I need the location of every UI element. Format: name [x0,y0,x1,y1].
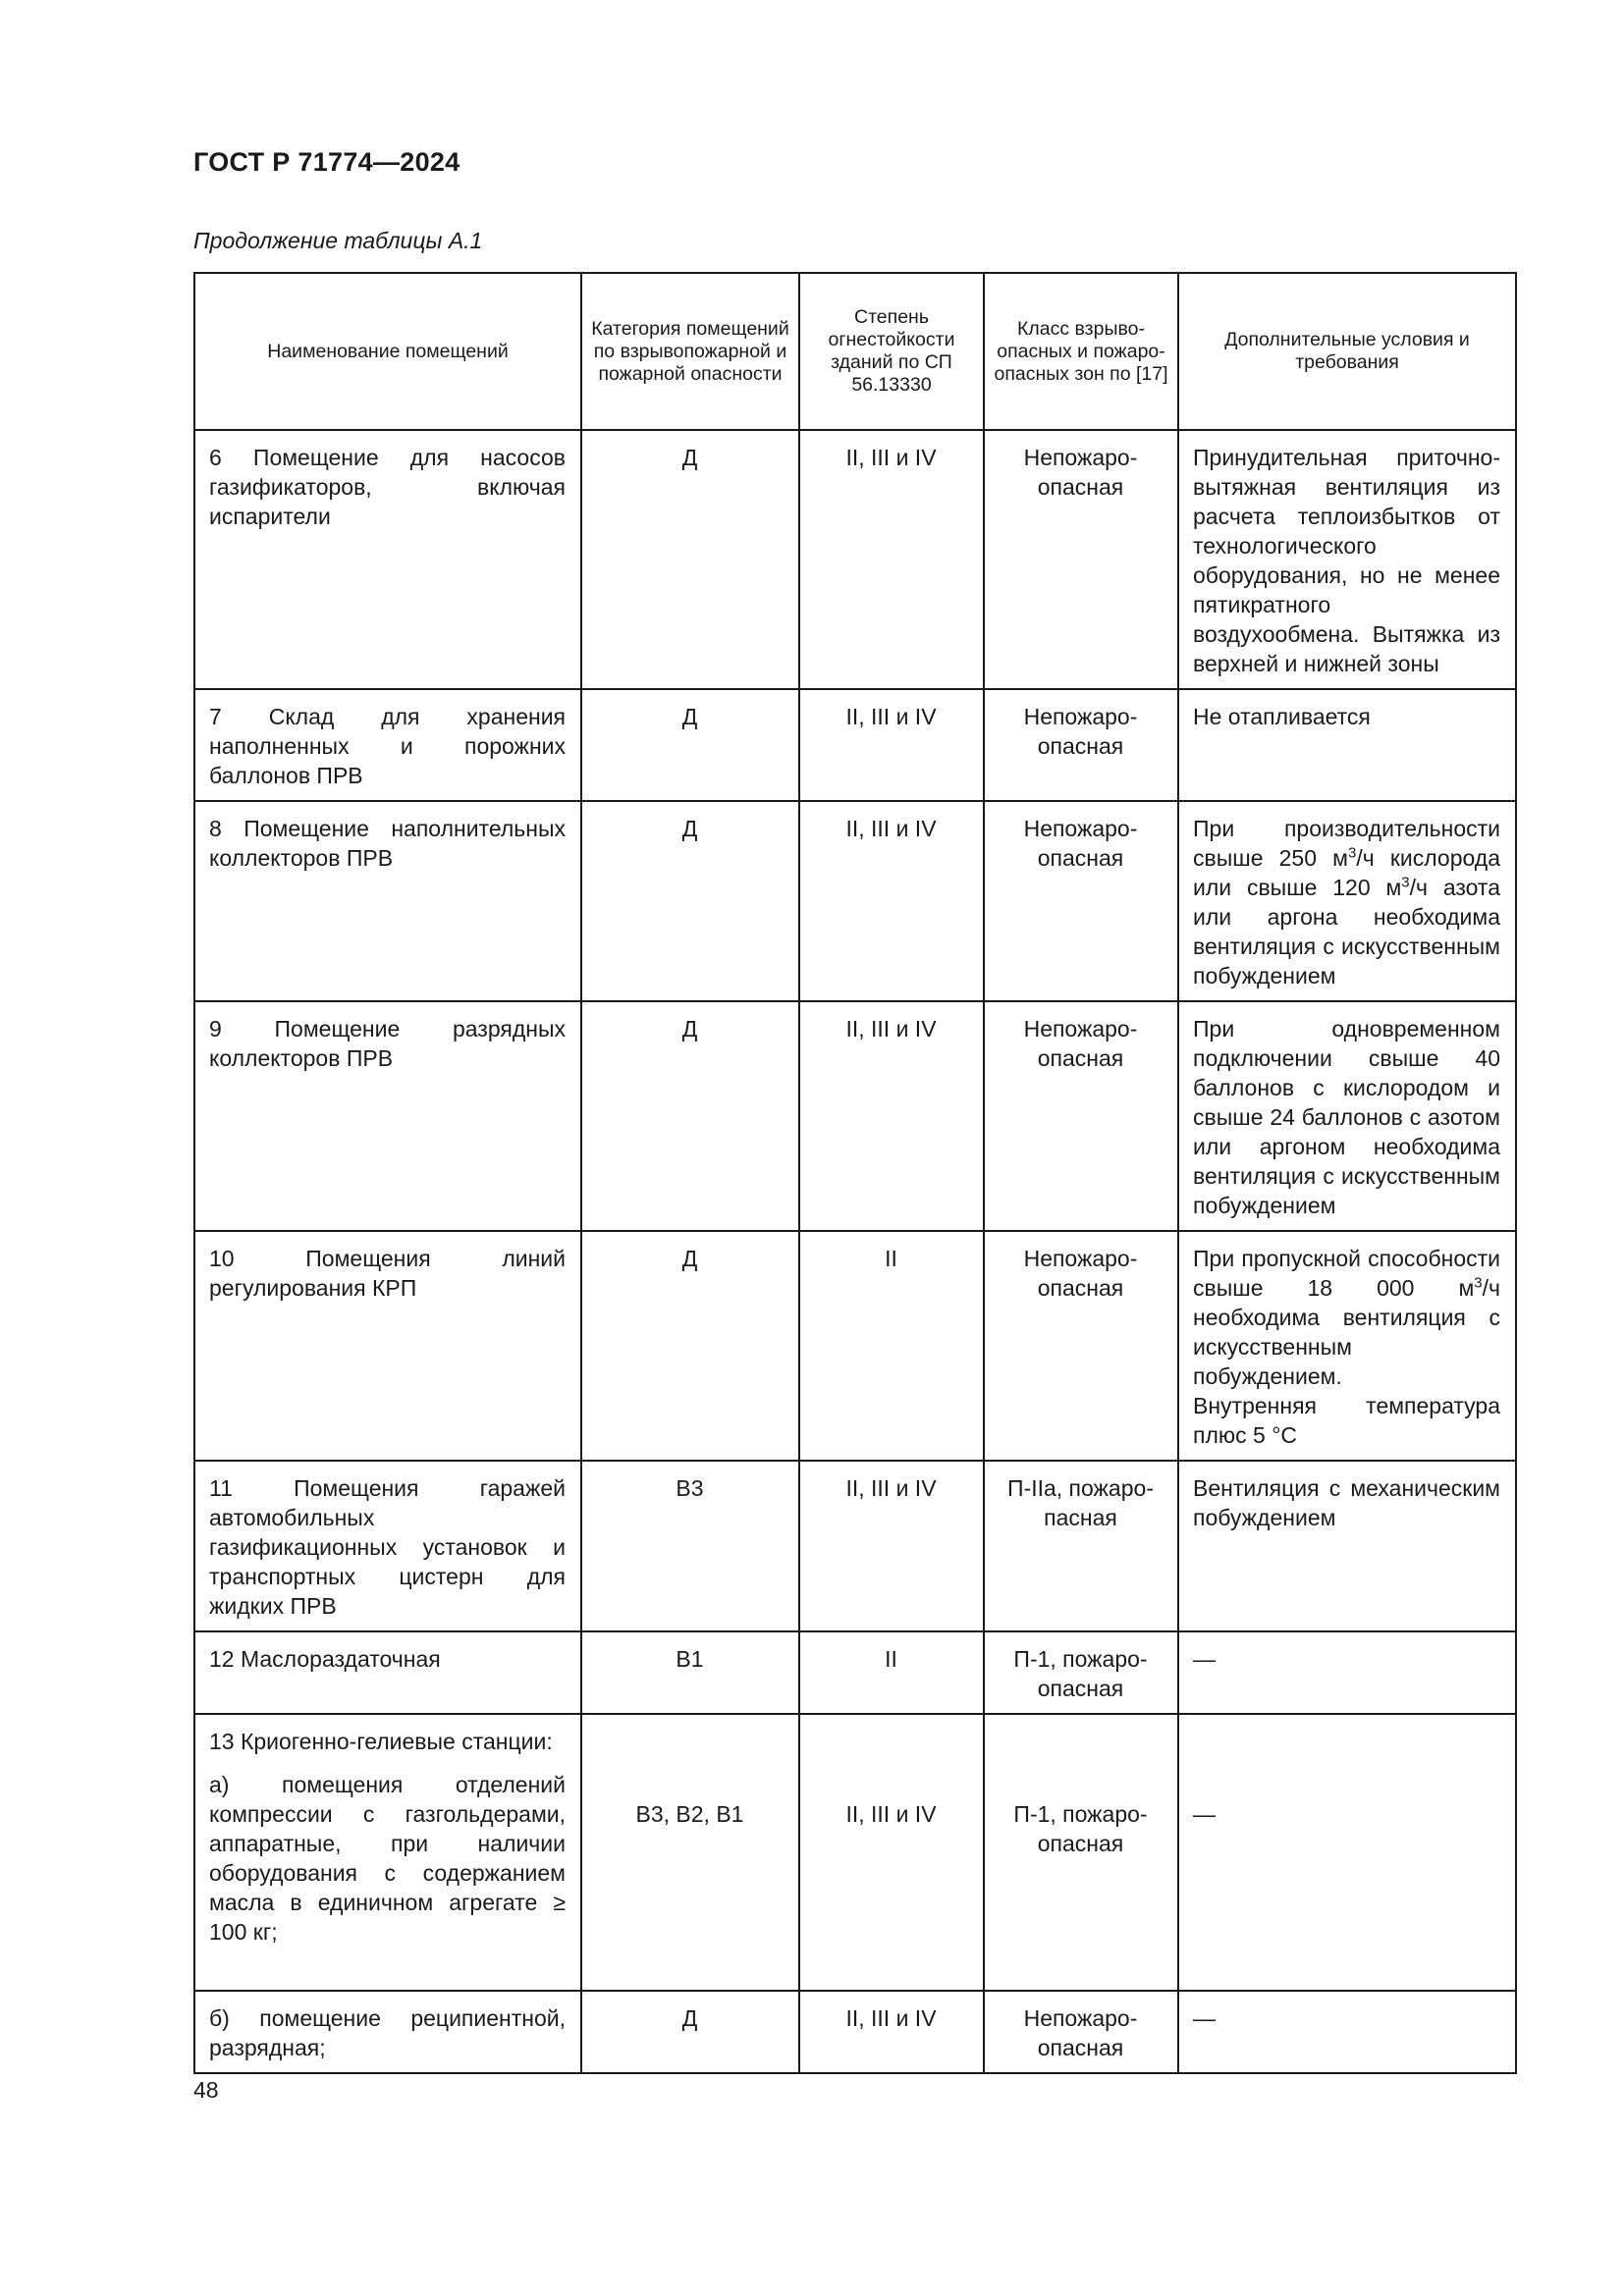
category-cell: В1 [581,1631,799,1714]
category-cell: Д [581,1001,799,1231]
superscript-3: 3 [1347,844,1357,862]
requirements-text: /ч азота или аргона необходима вентиляция с искусственным побуждением [1193,875,1500,988]
fire-resistance-cell: II, III и IV [799,1991,984,2073]
fire-resistance-cell: II, III и IV [799,1461,984,1631]
table-row [194,1991,1516,2073]
zone-class-cell: Непожароопасная [984,1231,1178,1461]
fire-resistance-cell: II [799,1631,984,1714]
requirements-table [193,272,1517,2074]
category-cell: Д [581,430,799,689]
zone-class-cell [984,1714,1178,1991]
requirements-text: /ч необходима вентиляция с искусственным побуждением. [1193,1275,1500,1389]
category-cell: Д [581,1991,799,2073]
fire-resistance-cell: II, III и IV [799,1001,984,1231]
table-row [194,689,1516,801]
fire-resistance-cell: II [799,1231,984,1461]
fire-resistance-cell: II, III и IV [799,689,984,801]
requirements-cell: — [1178,1631,1516,1714]
fire-resistance-cell: II, III и IV [799,430,984,689]
requirements-text: При производительности свыше 250 м [1193,816,1500,871]
table-row [194,1231,1516,1461]
room-name-cell: 7 Склад для хранения наполненных и порожних баллонов ПРВ [194,689,581,801]
sub-item-a: а) помещения отделений компрессии с газгольдерами, аппаратные, при наличии оборудования с содержанием масла в единичном агрегате ≥ 100 кг; [209,1772,566,1945]
table-row [194,430,1516,689]
table-caption: Продолжение таблицы А.1 [193,228,483,253]
category-cell: Д [581,801,799,1001]
requirements-cell: Не отапливается [1178,689,1516,801]
room-name-cell: 8 Помещение наполнительных коллекторов ПРВ [194,801,581,1001]
zone-class-cell: Непожароопасная [984,689,1178,801]
requirements-cell [1178,801,1516,1001]
category-cell: Д [581,689,799,801]
document-code: ГОСТ Р 71774—2024 [193,147,460,177]
column-header-zone-class: Класс взрывоопасных и пожароопасных зон по [17] [984,273,1178,430]
room-name-cell: 11 Помещения гаражей автомобильных газификационных установок и транспортных цистерн для жидких ПРВ [194,1461,581,1631]
table-row [194,801,1516,1001]
group-title: 13 Криогенно-гелиевые станции: [209,1729,553,1754]
requirements-text: /ч кислорода или свыше 120 м [1193,845,1500,900]
table-row [194,1001,1516,1231]
room-name-cell [194,1714,581,1991]
requirements-cell: Вентиляция с механическим побуждением [1178,1461,1516,1631]
requirements-cell: При одновременном подключении свыше 40 баллонов с кислородом и свыше 24 баллонов с азотом или аргоном необходима вентиляция с искусственным побуждением [1178,1001,1516,1231]
room-name-cell: 9 Помещение разрядных коллекторов ПРВ [194,1001,581,1231]
fire-resistance-cell: II, III и IV [799,801,984,1001]
category-value: В3, В2, В1 [635,1801,744,1827]
category-cell: В3 [581,1461,799,1631]
zone-class-cell: Непожароопасная [984,1991,1178,2073]
column-header-room-name: Наименование помещений [194,273,581,430]
room-name-cell: б) помещение реципиентной, разрядная; [194,1991,581,2073]
zone-class-value: П-1, пожароопасная [1013,1801,1148,1856]
zone-class-cell: Непожароопасная [984,430,1178,689]
table-header-row [194,273,1516,430]
requirements-cell [1178,1714,1516,1991]
room-name-cell: 10 Помещения линий регулирования КРП [194,1231,581,1461]
requirements-cell [1178,1231,1516,1461]
superscript-3: 3 [1474,1274,1483,1292]
fire-resistance-value: II, III и IV [845,1801,937,1827]
table-row [194,1631,1516,1714]
requirements-text: При пропускной способности свыше 18 000 м [1193,1246,1500,1301]
table-row [194,1714,1516,1991]
category-cell: Д [581,1231,799,1461]
zone-class-cell: Непожароопасная [984,1001,1178,1231]
requirements-cell: — [1178,1991,1516,2073]
page-number: 48 [193,2077,219,2103]
zone-class-cell: Непожароопасная [984,801,1178,1001]
requirements-text: Внутренняя температура плюс 5 °С [1193,1393,1500,1448]
category-cell [581,1714,799,1991]
superscript-3: 3 [1401,874,1410,891]
column-header-fire-resistance: Степень огнестойкости зданий по СП 56.13330 [799,273,984,430]
column-header-requirements: Дополнительные условия и требования [1178,273,1516,430]
requirements-value: — [1193,1801,1216,1827]
room-name-cell: 6 Помещение для насосов газификаторов, включая испарители [194,430,581,689]
room-name-cell: 12 Маслораздаточная [194,1631,581,1714]
zone-class-cell: П-IIа, пожаропасная [984,1461,1178,1631]
fire-resistance-cell [799,1714,984,1991]
table-row [194,1461,1516,1631]
column-header-category: Категория помещений по взрывопожарной и пожарной опасности [581,273,799,430]
requirements-cell: Принудительная приточно-вытяжная вентиляция из расчета теплоизбытков от технологического оборудования, но не менее пятикратного воздухообмена. Вытяжка из верхней и нижней зоны [1178,430,1516,689]
zone-class-cell: П-1, пожароопасная [984,1631,1178,1714]
